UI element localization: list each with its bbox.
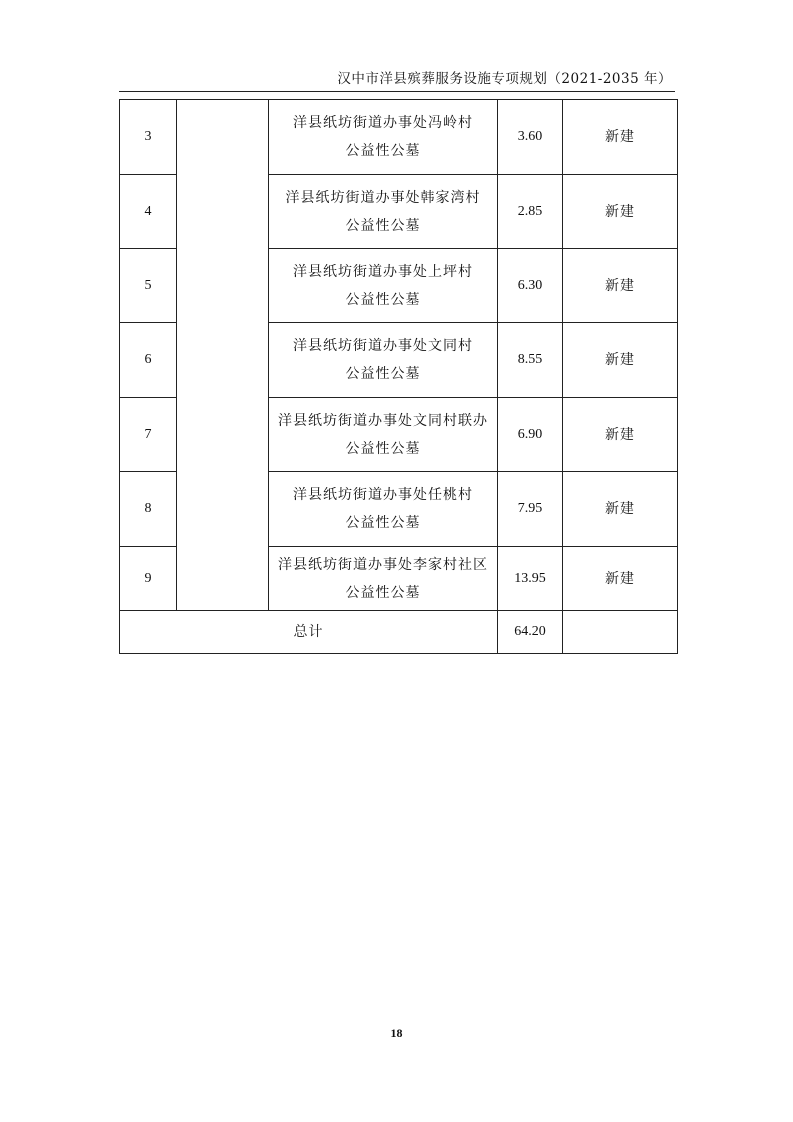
cemetery-name-line2: 公益性公墓 bbox=[345, 291, 421, 308]
area-cell: 6.90 bbox=[498, 398, 563, 472]
area-cell: 3.60 bbox=[498, 100, 563, 175]
row-number: 7 bbox=[120, 398, 177, 472]
cemetery-name-line1: 洋县纸坊街道办事处李家村社区 bbox=[278, 556, 488, 573]
status-cell: 新建 bbox=[563, 547, 678, 611]
total-label-cell: 总计 bbox=[120, 611, 498, 654]
area-cell: 7.95 bbox=[498, 472, 563, 547]
header-divider bbox=[119, 91, 675, 92]
area-cell: 8.55 bbox=[498, 323, 563, 398]
row-number: 9 bbox=[120, 547, 177, 611]
cemetery-name-line2: 公益性公墓 bbox=[345, 217, 421, 234]
cemetery-name-line2: 公益性公墓 bbox=[345, 366, 421, 382]
row-number: 5 bbox=[120, 249, 177, 323]
total-row bbox=[120, 611, 678, 654]
table-row bbox=[120, 100, 678, 175]
cemetery-name-cell bbox=[269, 100, 498, 175]
cemetery-name-line2: 公益性公墓 bbox=[345, 143, 421, 159]
status-cell: 新建 bbox=[563, 249, 678, 323]
cemetery-name-line2: 公益性公墓 bbox=[345, 440, 421, 457]
status-cell: 新建 bbox=[563, 323, 678, 398]
cemetery-name-cell bbox=[269, 547, 498, 611]
cemetery-name-line1: 洋县纸坊街道办事处韩家湾村 bbox=[285, 189, 481, 206]
total-status-cell bbox=[563, 611, 678, 654]
row-number: 4 bbox=[120, 175, 177, 249]
cemetery-name-line1: 洋县纸坊街道办事处文同村联办 bbox=[278, 412, 488, 429]
row-number: 8 bbox=[120, 472, 177, 547]
status-cell: 新建 bbox=[563, 472, 678, 547]
cemetery-name-cell bbox=[269, 323, 498, 398]
cemetery-name-line1: 洋县纸坊街道办事处冯岭村 bbox=[293, 115, 473, 131]
total-area-cell: 64.20 bbox=[498, 611, 563, 654]
area-cell: 2.85 bbox=[498, 175, 563, 249]
page-number: 18 bbox=[390, 1026, 403, 1040]
area-cell: 13.95 bbox=[498, 547, 563, 611]
cemetery-name-line2: 公益性公墓 bbox=[345, 584, 421, 601]
status-cell: 新建 bbox=[563, 398, 678, 472]
status-cell: 新建 bbox=[563, 100, 678, 175]
cemetery-name-cell bbox=[269, 175, 498, 249]
merged-category-cell bbox=[177, 100, 269, 611]
cemetery-name-cell bbox=[269, 472, 498, 547]
row-number: 6 bbox=[120, 323, 177, 398]
cemetery-name-cell bbox=[269, 398, 498, 472]
cemetery-name-line1: 洋县纸坊街道办事处文同村 bbox=[293, 338, 473, 354]
cemetery-name-line1: 洋县纸坊街道办事处任桃村 bbox=[293, 487, 473, 503]
status-cell: 新建 bbox=[563, 175, 678, 249]
cemetery-name-line2: 公益性公墓 bbox=[345, 515, 421, 531]
cemetery-planning-table bbox=[119, 99, 678, 654]
area-cell: 6.30 bbox=[498, 249, 563, 323]
row-number: 3 bbox=[120, 100, 177, 175]
cemetery-name-line1: 洋县纸坊街道办事处上坪村 bbox=[293, 263, 473, 280]
cemetery-name-cell bbox=[269, 249, 498, 323]
page-header-title: 汉中市洋县殡葬服务设施专项规划（2021-2035 年） bbox=[337, 71, 672, 87]
